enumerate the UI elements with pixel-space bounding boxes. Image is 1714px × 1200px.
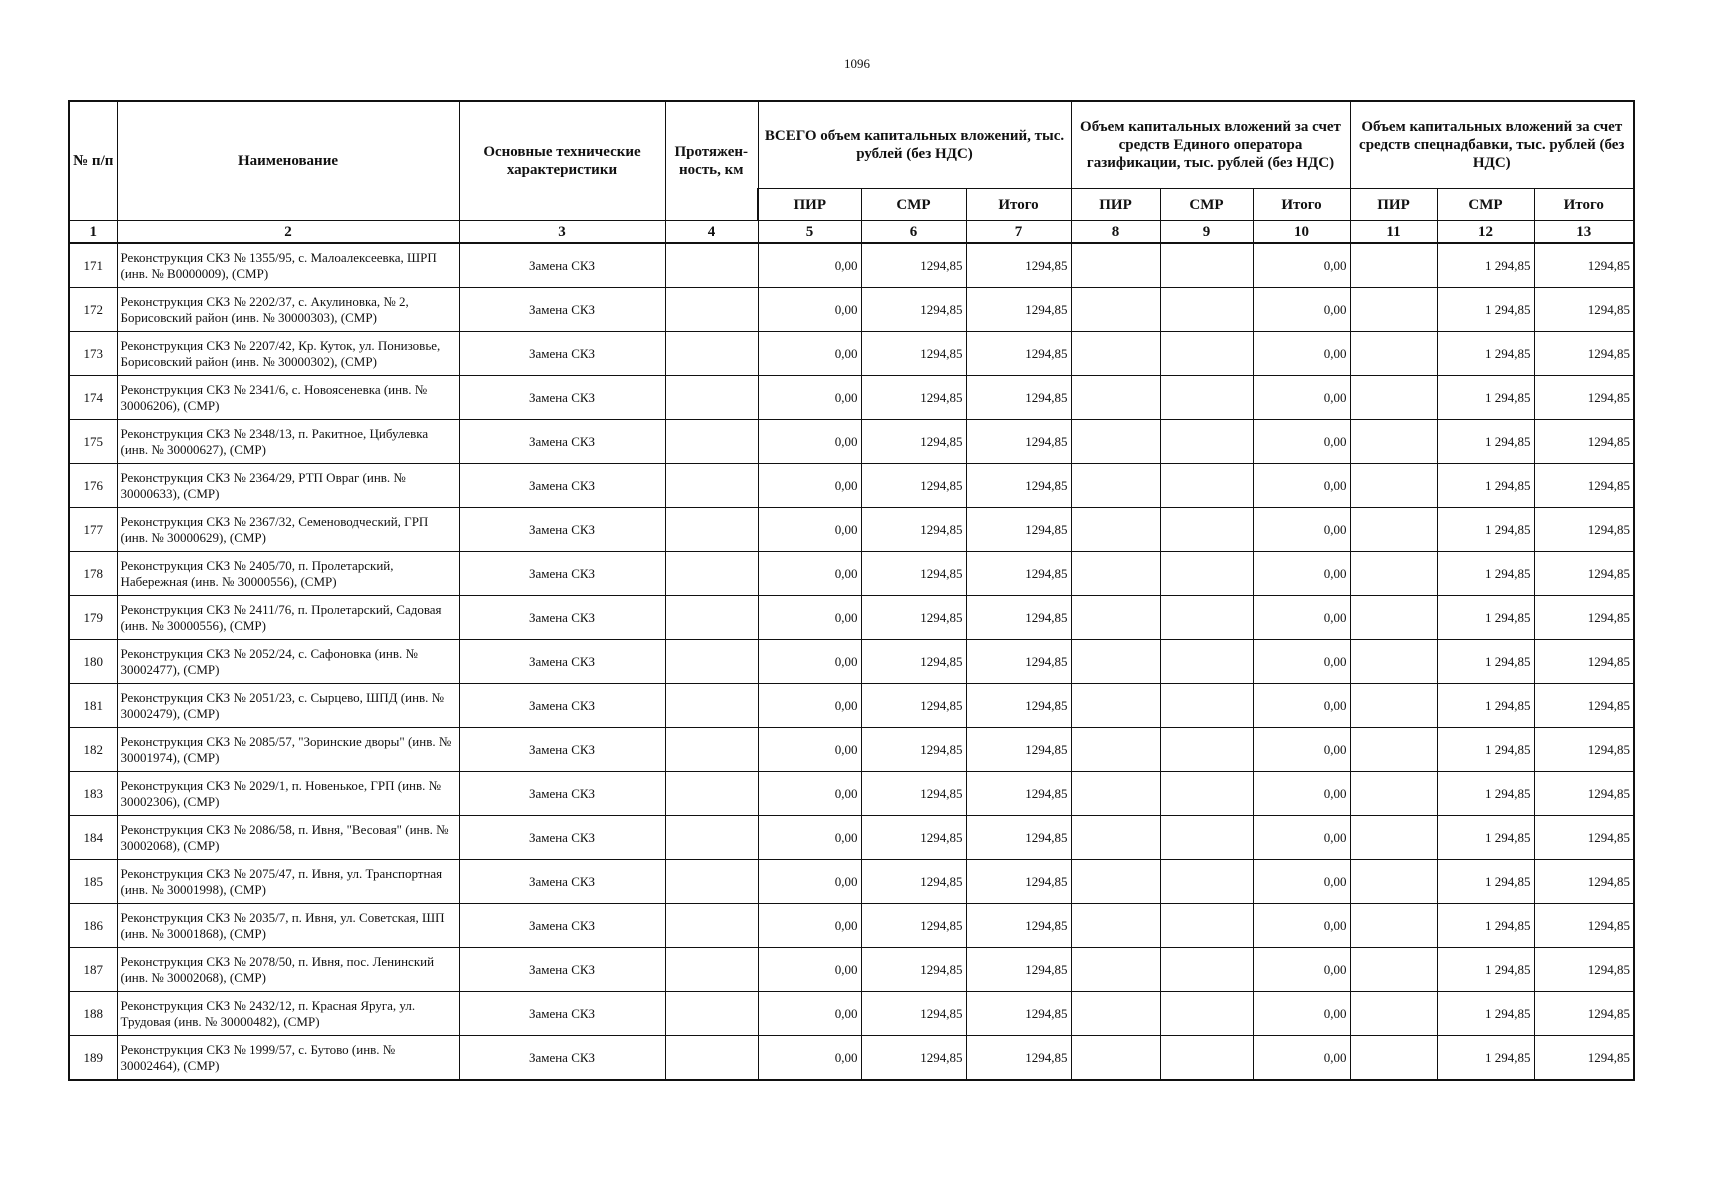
table-row — [69, 860, 1634, 904]
row-operator-sum: 0,00 — [1253, 860, 1350, 904]
header-operator-pir: ПИР — [1071, 189, 1160, 221]
row-total-sum: 1294,85 — [966, 772, 1071, 816]
row-tech: Замена СКЗ — [459, 860, 665, 904]
row-special-smr: 1 294,85 — [1437, 464, 1534, 508]
row-total-smr: 1294,85 — [861, 860, 966, 904]
column-number-row — [69, 221, 1634, 244]
row-total-smr: 1294,85 — [861, 1036, 966, 1081]
row-special-pir — [1350, 596, 1437, 640]
row-tech: Замена СКЗ — [459, 552, 665, 596]
header-name: Наименование — [117, 101, 459, 221]
row-total-smr: 1294,85 — [861, 948, 966, 992]
column-number: 13 — [1534, 221, 1634, 244]
row-special-sum: 1294,85 — [1534, 420, 1634, 464]
row-total-pir: 0,00 — [758, 332, 861, 376]
row-special-sum: 1294,85 — [1534, 640, 1634, 684]
row-operator-pir — [1071, 420, 1160, 464]
row-total-smr: 1294,85 — [861, 640, 966, 684]
row-number: 178 — [69, 552, 117, 596]
table-row — [69, 596, 1634, 640]
row-special-pir — [1350, 992, 1437, 1036]
row-special-pir — [1350, 640, 1437, 684]
row-total-pir: 0,00 — [758, 992, 861, 1036]
row-special-smr: 1 294,85 — [1437, 552, 1534, 596]
row-total-sum: 1294,85 — [966, 596, 1071, 640]
column-number: 10 — [1253, 221, 1350, 244]
row-special-pir — [1350, 464, 1437, 508]
row-length — [665, 816, 758, 860]
table-row — [69, 376, 1634, 420]
row-length — [665, 596, 758, 640]
header-group-special: Объем капитальных вложений за счет средств спецнадбавки, тыс. рублей (без НДС) — [1350, 101, 1634, 189]
row-operator-sum: 0,00 — [1253, 772, 1350, 816]
row-total-sum: 1294,85 — [966, 904, 1071, 948]
row-total-sum: 1294,85 — [966, 288, 1071, 332]
column-number: 4 — [665, 221, 758, 244]
table-row — [69, 904, 1634, 948]
row-operator-smr — [1160, 508, 1253, 552]
row-number: 187 — [69, 948, 117, 992]
column-number: 7 — [966, 221, 1071, 244]
header-operator-sum: Итого — [1253, 189, 1350, 221]
row-special-pir — [1350, 508, 1437, 552]
row-total-sum: 1294,85 — [966, 243, 1071, 288]
row-special-smr: 1 294,85 — [1437, 816, 1534, 860]
row-operator-sum: 0,00 — [1253, 332, 1350, 376]
column-number: 1 — [69, 221, 117, 244]
table-row — [69, 1036, 1634, 1081]
row-name: Реконструкция СКЗ № 2078/50, п. Ивня, пос. Ленинский (инв. № 30002068), (СМР) — [117, 948, 459, 992]
row-operator-smr — [1160, 376, 1253, 420]
row-total-pir: 0,00 — [758, 243, 861, 288]
row-name: Реконструкция СКЗ № 2364/29, РТП Овраг (инв. № 30000633), (СМР) — [117, 464, 459, 508]
row-special-pir — [1350, 1036, 1437, 1081]
row-operator-sum: 0,00 — [1253, 992, 1350, 1036]
row-operator-smr — [1160, 332, 1253, 376]
row-tech: Замена СКЗ — [459, 640, 665, 684]
row-name: Реконструкция СКЗ № 2202/37, с. Акулиновка, № 2, Борисовский район (инв. № 30000303), (СМР) — [117, 288, 459, 332]
row-operator-sum: 0,00 — [1253, 596, 1350, 640]
row-special-sum: 1294,85 — [1534, 552, 1634, 596]
row-name: Реконструкция СКЗ № 1999/57, с. Бутово (инв. № 30002464), (СМР) — [117, 1036, 459, 1081]
row-name: Реконструкция СКЗ № 2367/32, Семеноводческий, ГРП (инв. № 30000629), (СМР) — [117, 508, 459, 552]
row-name: Реконструкция СКЗ № 2411/76, п. Пролетарский, Садовая (инв. № 30000556), (СМР) — [117, 596, 459, 640]
row-total-pir: 0,00 — [758, 1036, 861, 1081]
row-special-smr: 1 294,85 — [1437, 772, 1534, 816]
row-operator-sum: 0,00 — [1253, 508, 1350, 552]
row-operator-pir — [1071, 288, 1160, 332]
row-total-sum: 1294,85 — [966, 860, 1071, 904]
row-number: 180 — [69, 640, 117, 684]
row-special-smr: 1 294,85 — [1437, 640, 1534, 684]
row-special-pir — [1350, 948, 1437, 992]
row-total-pir: 0,00 — [758, 904, 861, 948]
column-number: 5 — [758, 221, 861, 244]
table-row — [69, 332, 1634, 376]
table-row — [69, 684, 1634, 728]
capital-investment-table — [68, 100, 1635, 1081]
row-total-pir: 0,00 — [758, 464, 861, 508]
row-length — [665, 640, 758, 684]
row-operator-pir — [1071, 860, 1160, 904]
row-special-smr: 1 294,85 — [1437, 948, 1534, 992]
row-length — [665, 464, 758, 508]
row-total-pir: 0,00 — [758, 728, 861, 772]
row-tech: Замена СКЗ — [459, 772, 665, 816]
row-total-smr: 1294,85 — [861, 420, 966, 464]
row-length — [665, 332, 758, 376]
row-number: 181 — [69, 684, 117, 728]
row-operator-smr — [1160, 684, 1253, 728]
row-length — [665, 1036, 758, 1081]
row-length — [665, 684, 758, 728]
row-operator-pir — [1071, 728, 1160, 772]
row-number: 177 — [69, 508, 117, 552]
row-operator-smr — [1160, 992, 1253, 1036]
row-total-smr: 1294,85 — [861, 904, 966, 948]
header-total-sum: Итого — [966, 189, 1071, 221]
row-total-sum: 1294,85 — [966, 420, 1071, 464]
row-number: 175 — [69, 420, 117, 464]
row-special-pir — [1350, 816, 1437, 860]
header-number: № п/п — [69, 101, 117, 221]
table-row — [69, 816, 1634, 860]
row-operator-smr — [1160, 860, 1253, 904]
row-special-sum: 1294,85 — [1534, 772, 1634, 816]
column-number: 11 — [1350, 221, 1437, 244]
row-special-sum: 1294,85 — [1534, 728, 1634, 772]
row-special-smr: 1 294,85 — [1437, 508, 1534, 552]
row-special-smr: 1 294,85 — [1437, 596, 1534, 640]
row-special-sum: 1294,85 — [1534, 992, 1634, 1036]
table-row — [69, 948, 1634, 992]
row-total-pir: 0,00 — [758, 420, 861, 464]
header-special-smr: СМР — [1437, 189, 1534, 221]
row-name: Реконструкция СКЗ № 2405/70, п. Пролетарский, Набережная (инв. № 30000556), (СМР) — [117, 552, 459, 596]
row-number: 188 — [69, 992, 117, 1036]
row-operator-smr — [1160, 288, 1253, 332]
row-tech: Замена СКЗ — [459, 288, 665, 332]
row-special-smr: 1 294,85 — [1437, 684, 1534, 728]
row-operator-pir — [1071, 816, 1160, 860]
row-special-smr: 1 294,85 — [1437, 243, 1534, 288]
row-total-smr: 1294,85 — [861, 596, 966, 640]
column-number: 3 — [459, 221, 665, 244]
row-operator-pir — [1071, 640, 1160, 684]
row-total-smr: 1294,85 — [861, 684, 966, 728]
row-name: Реконструкция СКЗ № 2341/6, с. Новоясеневка (инв. № 30006206), (СМР) — [117, 376, 459, 420]
row-special-pir — [1350, 552, 1437, 596]
row-special-pir — [1350, 420, 1437, 464]
row-operator-smr — [1160, 904, 1253, 948]
row-special-pir — [1350, 860, 1437, 904]
row-operator-sum: 0,00 — [1253, 640, 1350, 684]
table-row — [69, 288, 1634, 332]
row-operator-sum: 0,00 — [1253, 904, 1350, 948]
row-number: 171 — [69, 243, 117, 288]
row-operator-smr — [1160, 420, 1253, 464]
row-tech: Замена СКЗ — [459, 464, 665, 508]
row-length — [665, 420, 758, 464]
row-number: 172 — [69, 288, 117, 332]
row-operator-smr — [1160, 552, 1253, 596]
row-total-sum: 1294,85 — [966, 552, 1071, 596]
row-total-smr: 1294,85 — [861, 992, 966, 1036]
row-special-pir — [1350, 728, 1437, 772]
row-operator-pir — [1071, 596, 1160, 640]
row-total-pir: 0,00 — [758, 772, 861, 816]
row-operator-sum: 0,00 — [1253, 243, 1350, 288]
row-total-sum: 1294,85 — [966, 332, 1071, 376]
row-special-sum: 1294,85 — [1534, 816, 1634, 860]
row-special-pir — [1350, 772, 1437, 816]
row-number: 186 — [69, 904, 117, 948]
row-special-smr: 1 294,85 — [1437, 1036, 1534, 1081]
row-tech: Замена СКЗ — [459, 332, 665, 376]
table-row — [69, 552, 1634, 596]
row-special-sum: 1294,85 — [1534, 332, 1634, 376]
row-special-pir — [1350, 684, 1437, 728]
row-length — [665, 728, 758, 772]
row-tech: Замена СКЗ — [459, 728, 665, 772]
row-name: Реконструкция СКЗ № 2086/58, п. Ивня, "Весовая" (инв. № 30002068), (СМР) — [117, 816, 459, 860]
row-special-sum: 1294,85 — [1534, 860, 1634, 904]
row-operator-smr — [1160, 243, 1253, 288]
column-number: 6 — [861, 221, 966, 244]
row-length — [665, 508, 758, 552]
row-operator-sum: 0,00 — [1253, 464, 1350, 508]
row-tech: Замена СКЗ — [459, 243, 665, 288]
header-operator-smr: СМР — [1160, 189, 1253, 221]
row-operator-sum: 0,00 — [1253, 948, 1350, 992]
row-total-smr: 1294,85 — [861, 332, 966, 376]
row-operator-pir — [1071, 1036, 1160, 1081]
row-total-smr: 1294,85 — [861, 772, 966, 816]
table-row — [69, 728, 1634, 772]
row-tech: Замена СКЗ — [459, 596, 665, 640]
row-total-sum: 1294,85 — [966, 992, 1071, 1036]
row-special-smr: 1 294,85 — [1437, 860, 1534, 904]
row-number: 174 — [69, 376, 117, 420]
row-operator-sum: 0,00 — [1253, 288, 1350, 332]
row-special-sum: 1294,85 — [1534, 904, 1634, 948]
row-special-pir — [1350, 332, 1437, 376]
row-number: 185 — [69, 860, 117, 904]
row-total-pir: 0,00 — [758, 552, 861, 596]
row-special-pir — [1350, 288, 1437, 332]
row-special-smr: 1 294,85 — [1437, 376, 1534, 420]
row-operator-pir — [1071, 772, 1160, 816]
page-number: 1096 — [844, 56, 870, 71]
row-number: 182 — [69, 728, 117, 772]
row-total-sum: 1294,85 — [966, 640, 1071, 684]
row-total-smr: 1294,85 — [861, 508, 966, 552]
row-number: 183 — [69, 772, 117, 816]
row-operator-sum: 0,00 — [1253, 420, 1350, 464]
column-number: 12 — [1437, 221, 1534, 244]
row-operator-pir — [1071, 904, 1160, 948]
row-total-sum: 1294,85 — [966, 1036, 1071, 1081]
row-length — [665, 376, 758, 420]
row-operator-sum: 0,00 — [1253, 728, 1350, 772]
header-total-smr: СМР — [861, 189, 966, 221]
row-operator-pir — [1071, 464, 1160, 508]
row-length — [665, 552, 758, 596]
row-operator-pir — [1071, 552, 1160, 596]
row-length — [665, 948, 758, 992]
row-operator-smr — [1160, 596, 1253, 640]
row-total-pir: 0,00 — [758, 596, 861, 640]
row-total-pir: 0,00 — [758, 508, 861, 552]
row-total-pir: 0,00 — [758, 816, 861, 860]
table-row — [69, 640, 1634, 684]
table-row — [69, 508, 1634, 552]
row-special-sum: 1294,85 — [1534, 1036, 1634, 1081]
row-total-sum: 1294,85 — [966, 728, 1071, 772]
row-operator-pir — [1071, 332, 1160, 376]
row-operator-smr — [1160, 772, 1253, 816]
header-length: Протяжен-ность, км — [665, 101, 758, 221]
row-name: Реконструкция СКЗ № 2035/7, п. Ивня, ул. Советская, ШП (инв. № 30001868), (СМР) — [117, 904, 459, 948]
row-total-sum: 1294,85 — [966, 508, 1071, 552]
row-special-sum: 1294,85 — [1534, 948, 1634, 992]
row-special-sum: 1294,85 — [1534, 376, 1634, 420]
row-total-smr: 1294,85 — [861, 816, 966, 860]
row-operator-smr — [1160, 640, 1253, 684]
row-special-pir — [1350, 243, 1437, 288]
row-operator-pir — [1071, 948, 1160, 992]
row-operator-smr — [1160, 816, 1253, 860]
row-name: Реконструкция СКЗ № 1355/95, с. Малоалексеевка, ШРП (инв. № В0000009), (СМР) — [117, 243, 459, 288]
row-tech: Замена СКЗ — [459, 816, 665, 860]
row-operator-sum: 0,00 — [1253, 816, 1350, 860]
row-special-smr: 1 294,85 — [1437, 992, 1534, 1036]
row-number: 176 — [69, 464, 117, 508]
row-operator-smr — [1160, 464, 1253, 508]
row-operator-smr — [1160, 948, 1253, 992]
header-group-operator: Объем капитальных вложений за счет средств Единого оператора газификации, тыс. рублей (без НДС) — [1071, 101, 1350, 189]
row-tech: Замена СКЗ — [459, 904, 665, 948]
header-special-pir: ПИР — [1350, 189, 1437, 221]
row-name: Реконструкция СКЗ № 2207/42, Кр. Куток, ул. Понизовье, Борисовский район (инв. № 30000302), (СМР) — [117, 332, 459, 376]
row-total-sum: 1294,85 — [966, 816, 1071, 860]
table-row — [69, 243, 1634, 288]
row-total-pir: 0,00 — [758, 684, 861, 728]
header-group-total: ВСЕГО объем капитальных вложений, тыс. рублей (без НДС) — [758, 101, 1071, 189]
row-length — [665, 243, 758, 288]
row-operator-pir — [1071, 684, 1160, 728]
row-total-sum: 1294,85 — [966, 684, 1071, 728]
row-operator-pir — [1071, 992, 1160, 1036]
row-total-sum: 1294,85 — [966, 464, 1071, 508]
row-operator-pir — [1071, 376, 1160, 420]
row-total-smr: 1294,85 — [861, 243, 966, 288]
row-name: Реконструкция СКЗ № 2029/1, п. Новенькое, ГРП (инв. № 30002306), (СМР) — [117, 772, 459, 816]
column-number: 9 — [1160, 221, 1253, 244]
table-row — [69, 420, 1634, 464]
row-operator-sum: 0,00 — [1253, 552, 1350, 596]
row-total-pir: 0,00 — [758, 288, 861, 332]
row-tech: Замена СКЗ — [459, 420, 665, 464]
row-tech: Замена СКЗ — [459, 684, 665, 728]
row-total-sum: 1294,85 — [966, 948, 1071, 992]
row-name: Реконструкция СКЗ № 2085/57, "Зоринские дворы" (инв. № 30001974), (СМР) — [117, 728, 459, 772]
row-length — [665, 904, 758, 948]
row-special-smr: 1 294,85 — [1437, 332, 1534, 376]
row-number: 179 — [69, 596, 117, 640]
row-special-smr: 1 294,85 — [1437, 420, 1534, 464]
row-special-sum: 1294,85 — [1534, 464, 1634, 508]
table-row — [69, 772, 1634, 816]
row-number: 189 — [69, 1036, 117, 1081]
row-total-pir: 0,00 — [758, 860, 861, 904]
row-tech: Замена СКЗ — [459, 948, 665, 992]
row-number: 173 — [69, 332, 117, 376]
column-number: 2 — [117, 221, 459, 244]
row-name: Реконструкция СКЗ № 2051/23, с. Сырцево, ШПД (инв. № 30002479), (СМР) — [117, 684, 459, 728]
row-operator-sum: 0,00 — [1253, 684, 1350, 728]
table-row — [69, 464, 1634, 508]
row-total-smr: 1294,85 — [861, 552, 966, 596]
row-total-smr: 1294,85 — [861, 288, 966, 332]
row-operator-smr — [1160, 1036, 1253, 1081]
row-length — [665, 860, 758, 904]
row-name: Реконструкция СКЗ № 2075/47, п. Ивня, ул. Транспортная (инв. № 30001998), (СМР) — [117, 860, 459, 904]
row-length — [665, 992, 758, 1036]
row-operator-smr — [1160, 728, 1253, 772]
column-number: 8 — [1071, 221, 1160, 244]
row-tech: Замена СКЗ — [459, 992, 665, 1036]
row-special-smr: 1 294,85 — [1437, 904, 1534, 948]
row-special-smr: 1 294,85 — [1437, 728, 1534, 772]
row-total-smr: 1294,85 — [861, 728, 966, 772]
row-operator-pir — [1071, 508, 1160, 552]
row-length — [665, 288, 758, 332]
row-tech: Замена СКЗ — [459, 1036, 665, 1081]
row-special-pir — [1350, 376, 1437, 420]
row-name: Реконструкция СКЗ № 2052/24, с. Сафоновка (инв. № 30002477), (СМР) — [117, 640, 459, 684]
row-special-smr: 1 294,85 — [1437, 288, 1534, 332]
row-total-sum: 1294,85 — [966, 376, 1071, 420]
header-special-sum: Итого — [1534, 189, 1634, 221]
row-total-pir: 0,00 — [758, 948, 861, 992]
row-total-smr: 1294,85 — [861, 376, 966, 420]
header-total-pir: ПИР — [758, 189, 861, 221]
row-special-sum: 1294,85 — [1534, 243, 1634, 288]
row-total-pir: 0,00 — [758, 640, 861, 684]
row-total-pir: 0,00 — [758, 376, 861, 420]
row-special-sum: 1294,85 — [1534, 596, 1634, 640]
row-tech: Замена СКЗ — [459, 508, 665, 552]
row-special-sum: 1294,85 — [1534, 288, 1634, 332]
row-tech: Замена СКЗ — [459, 376, 665, 420]
row-operator-sum: 0,00 — [1253, 376, 1350, 420]
header-tech: Основные технические характеристики — [459, 101, 665, 221]
row-operator-sum: 0,00 — [1253, 1036, 1350, 1081]
row-special-sum: 1294,85 — [1534, 508, 1634, 552]
row-special-pir — [1350, 904, 1437, 948]
row-length — [665, 772, 758, 816]
row-operator-pir — [1071, 243, 1160, 288]
row-total-smr: 1294,85 — [861, 464, 966, 508]
row-special-sum: 1294,85 — [1534, 684, 1634, 728]
row-number: 184 — [69, 816, 117, 860]
row-name: Реконструкция СКЗ № 2348/13, п. Ракитное, Цибулевка (инв. № 30000627), (СМР) — [117, 420, 459, 464]
table-row — [69, 992, 1634, 1036]
row-name: Реконструкция СКЗ № 2432/12, п. Красная Яруга, ул. Трудовая (инв. № 30000482), (СМР) — [117, 992, 459, 1036]
